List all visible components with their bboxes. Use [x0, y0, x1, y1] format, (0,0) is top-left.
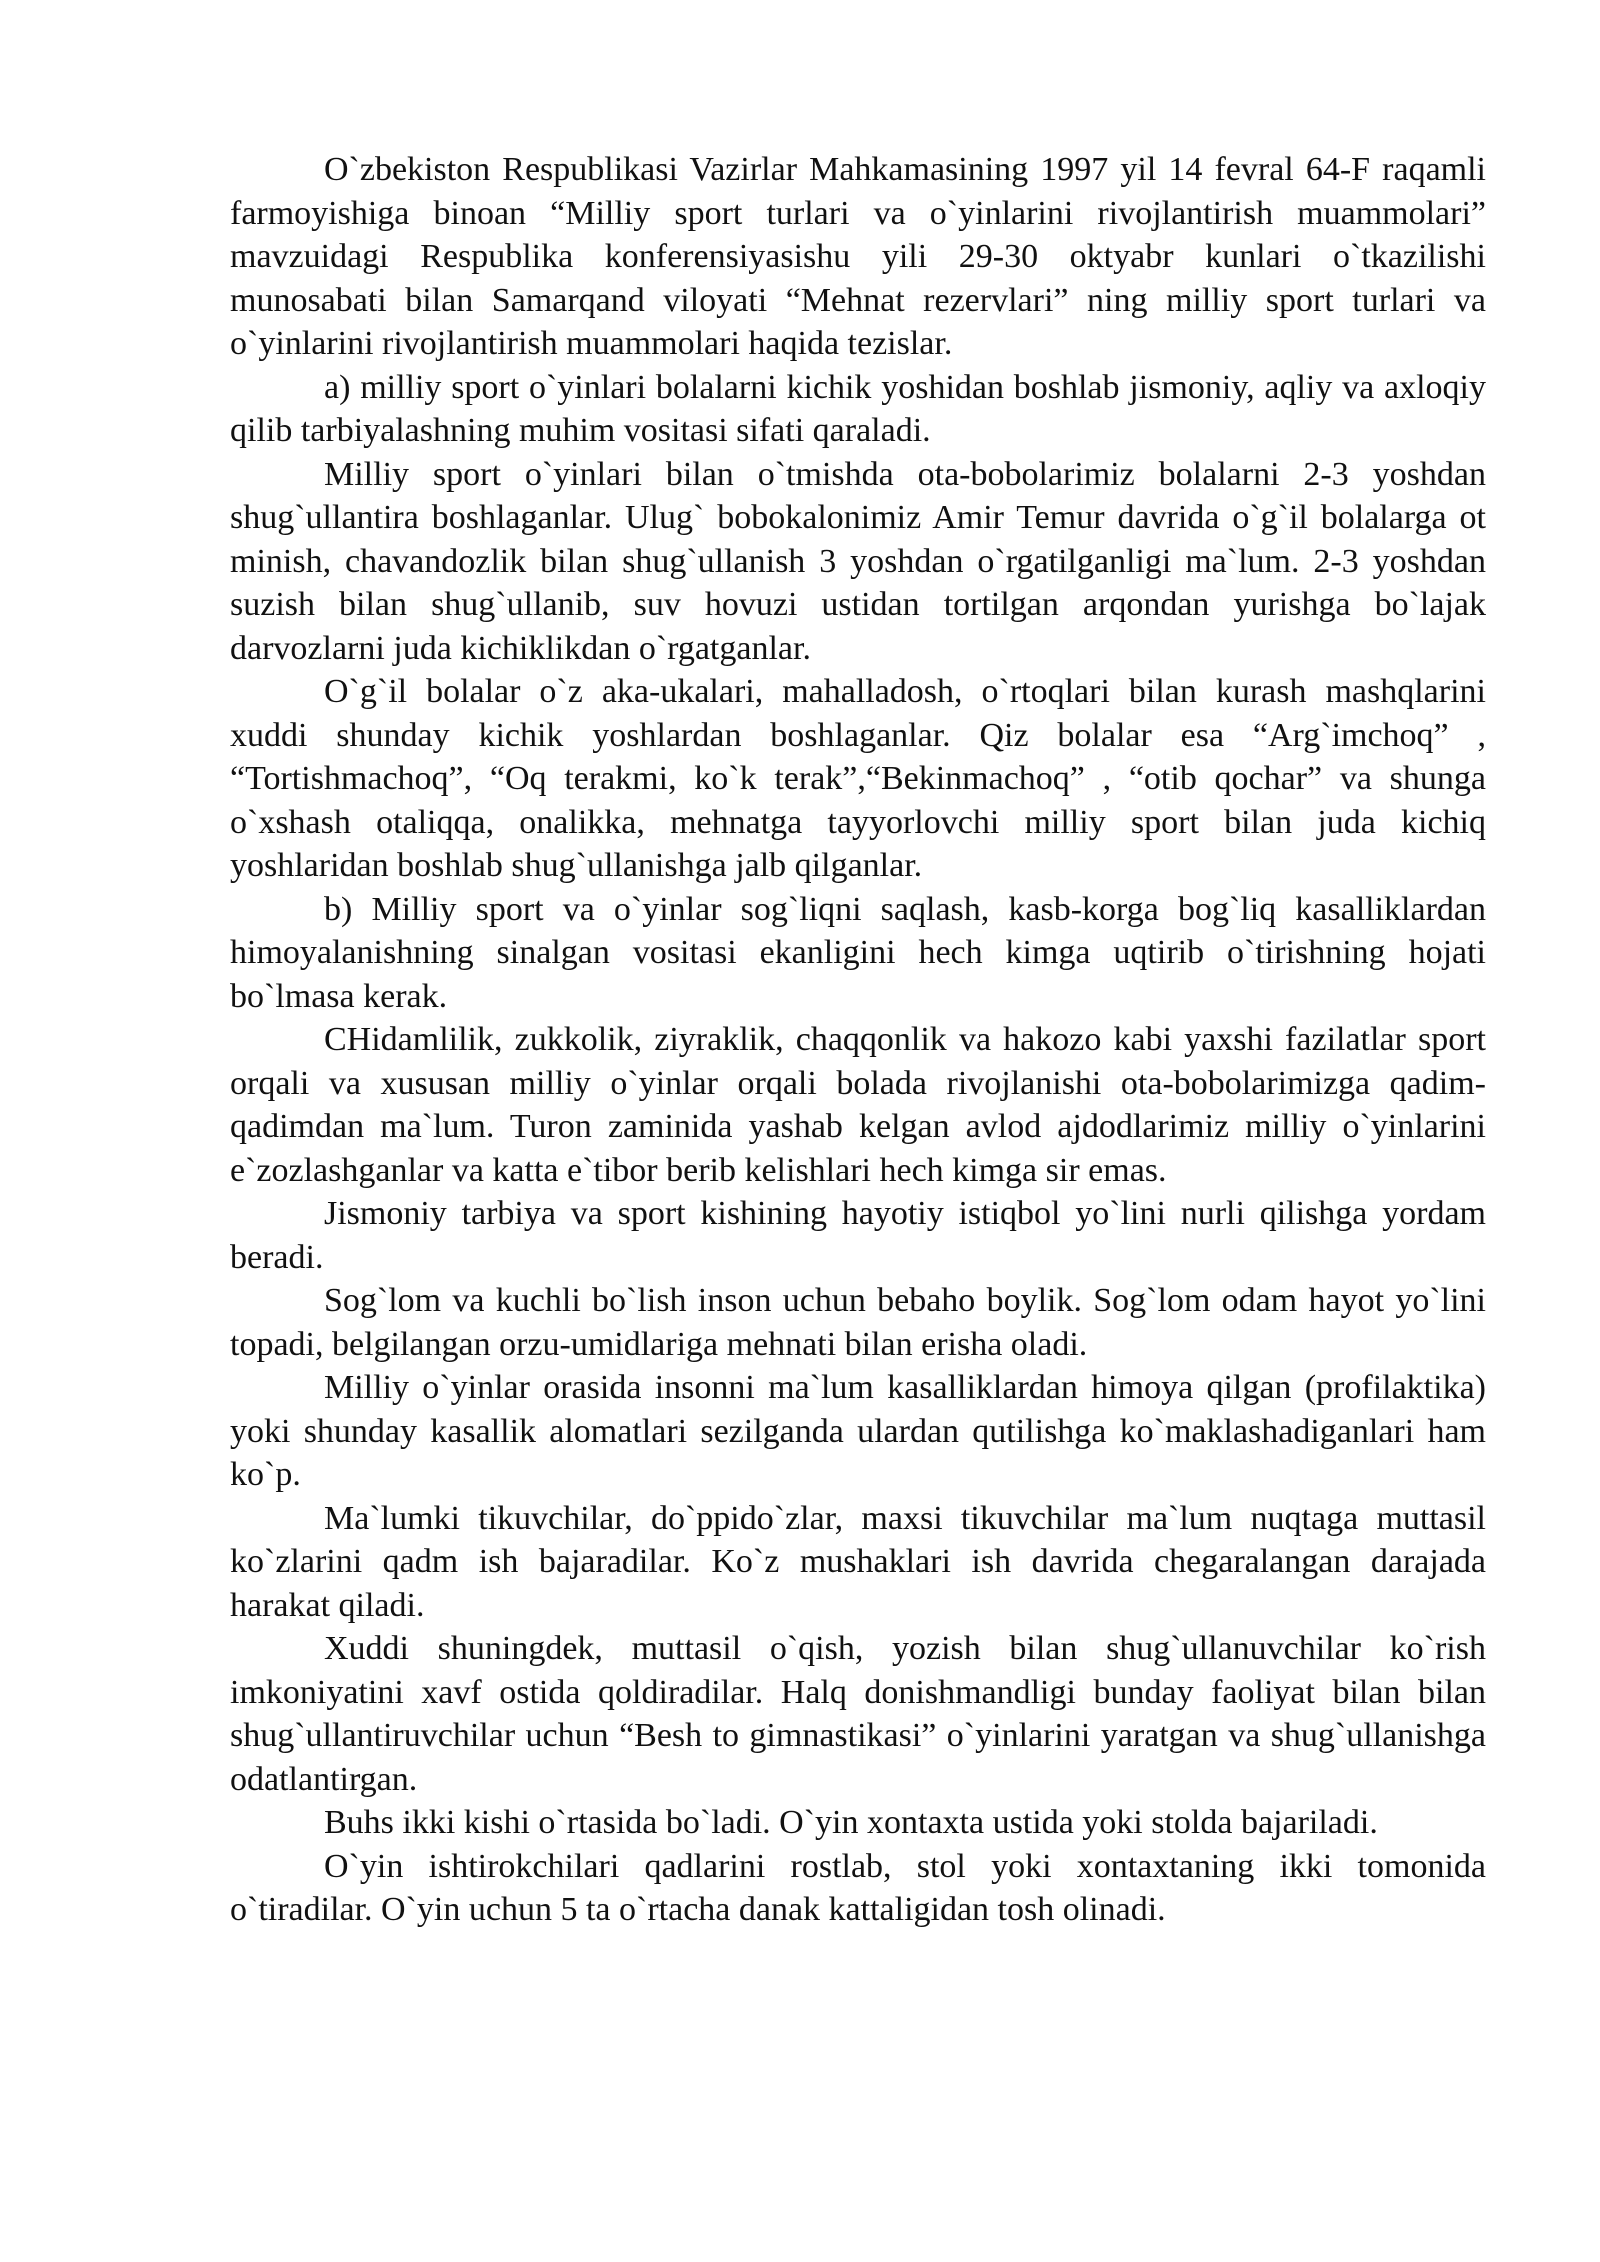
paragraph-a: a) milliy sport o`yinlari bolalarni kichik yoshidan boshlab jismoniy, aqliy va axloqiy qilib tarbiyalashning muhim vositasi sifati qaraladi. — [230, 368, 1486, 449]
paragraph-4: O`g`il bolalar o`z aka-ukalari, mahalladosh, o`rtoqlari bilan kurash mashqlarini xuddi shunday kichik yoshlardan boshlaganlar. Qiz bolalar esa “Arg`imchoq” , “Tortishmachoq”, “Oq terakmi, ko`k terak”,“Bekinmachoq” , “otib qochar” va shunga o`xshash otaliqqa, onalikka, mehnatga tayyorlovchi milliy sport bilan juda kichiq yoshlaridan boshlab shug`ullanishga jalb qilganlar. — [230, 673, 1486, 884]
paragraph-intro: O`zbekiston Respublikasi Vazirlar Mahkamasining 1997 yil 14 fevral 64-F raqamli farmoyishiga binoan “Milliy sport turlari va o`yinlarini rivojlantirish muammolari” mavzuidagi Respublika konferensiyasishu yili 29-30 oktyabr kunlari o`tkazilishi munosabati bilan Samarqand viloyati “Mehnat rezervlari” ning milliy sport turlari va o`yinlarini rivojlantirish muammolari haqida tezislar. — [230, 151, 1486, 362]
paragraph-7: Jismoniy tarbiya va sport kishining hayotiy istiqbol yo`lini nurli qilishga yordam beradi. — [230, 1195, 1486, 1276]
paragraph-b: b) Milliy sport va o`yinlar sog`liqni saqlash, kasb-korga bog`liq kasalliklardan himoyalanishning sinalgan vositasi ekanligini hech kimga uqtirib o`tirishning hojati bo`lmasa kerak. — [230, 890, 1486, 1015]
paragraph-6: CHidamlilik, zukkolik, ziyraklik, chaqqonlik va hakozo kabi yaxshi fazilatlar sport orqali va xususan milliy o`yinlar orqali bolada rivojlanishi ota-bobolarimizga qadim-qadimdan ma`lum. Turon zaminida yashab kelgan avlod ajdodlarimiz milliy o`yinlarini e`zozlashganlar va katta e`tibor berib kelishlari hech kimga sir emas. — [230, 1021, 1486, 1189]
document-page — [230, 148, 1486, 1932]
paragraph-11: Xuddi shuningdek, muttasil o`qish, yozish bilan shug`ullanuvchilar ko`rish imkoniyatini xavf ostida qoldiradilar. Halq donishmandligi bunday faoliyat bilan bilan shug`ullantiruvchilar uchun “Besh to gimnastikasi” o`yinlarini yaratgan va shug`ullanishga odatlantirgan. — [230, 1630, 1486, 1798]
paragraph-13: O`yin ishtirokchilari qadlarini rostlab, stol yoki xontaxtaning ikki tomonida o`tiradilar. O`yin uchun 5 ta o`rtacha danak kattaligidan tosh olinadi. — [230, 1847, 1486, 1928]
paragraph-3: Milliy sport o`yinlari bilan o`tmishda ota-bobolarimiz bolalarni 2-3 yoshdan shug`ullantira boshlaganlar. Ulug` bobokalonimiz Amir Temur davrida o`g`il bolalarga ot minish, chavandozlik bilan shug`ullanish 3 yoshdan o`rgatilganligi ma`lum. 2-3 yoshdan suzish bilan shug`ullanib, suv hovuzi ustidan tortilgan arqondan yurishga bo`lajak darvozlarni juda kichiklikdan o`rgatganlar. — [230, 455, 1486, 667]
paragraph-9: Milliy o`yinlar orasida insonni ma`lum kasalliklardan himoya qilgan (profilaktika) yoki shunday kasallik alomatlari sezilganda ulardan qutilishga ko`maklashadiganlari ham ko`p. — [230, 1369, 1486, 1493]
paragraph-8: Sog`lom va kuchli bo`lish inson uchun bebaho boylik. Sog`lom odam hayot yo`lini topadi, belgilangan orzu-umidlariga mehnati bilan erisha oladi. — [230, 1282, 1486, 1363]
paragraph-12: Buhs ikki kishi o`rtasida bo`ladi. O`yin xontaxta ustida yoki stolda bajariladi. — [324, 1804, 1378, 1841]
paragraph-10: Ma`lumki tikuvchilar, do`ppido`zlar, maxsi tikuvchilar ma`lum nuqtaga muttasil ko`zlarini qadm ish bajaradilar. Ko`z mushaklari ish davrida chegaralangan darajada harakat qiladi. — [230, 1499, 1486, 1624]
